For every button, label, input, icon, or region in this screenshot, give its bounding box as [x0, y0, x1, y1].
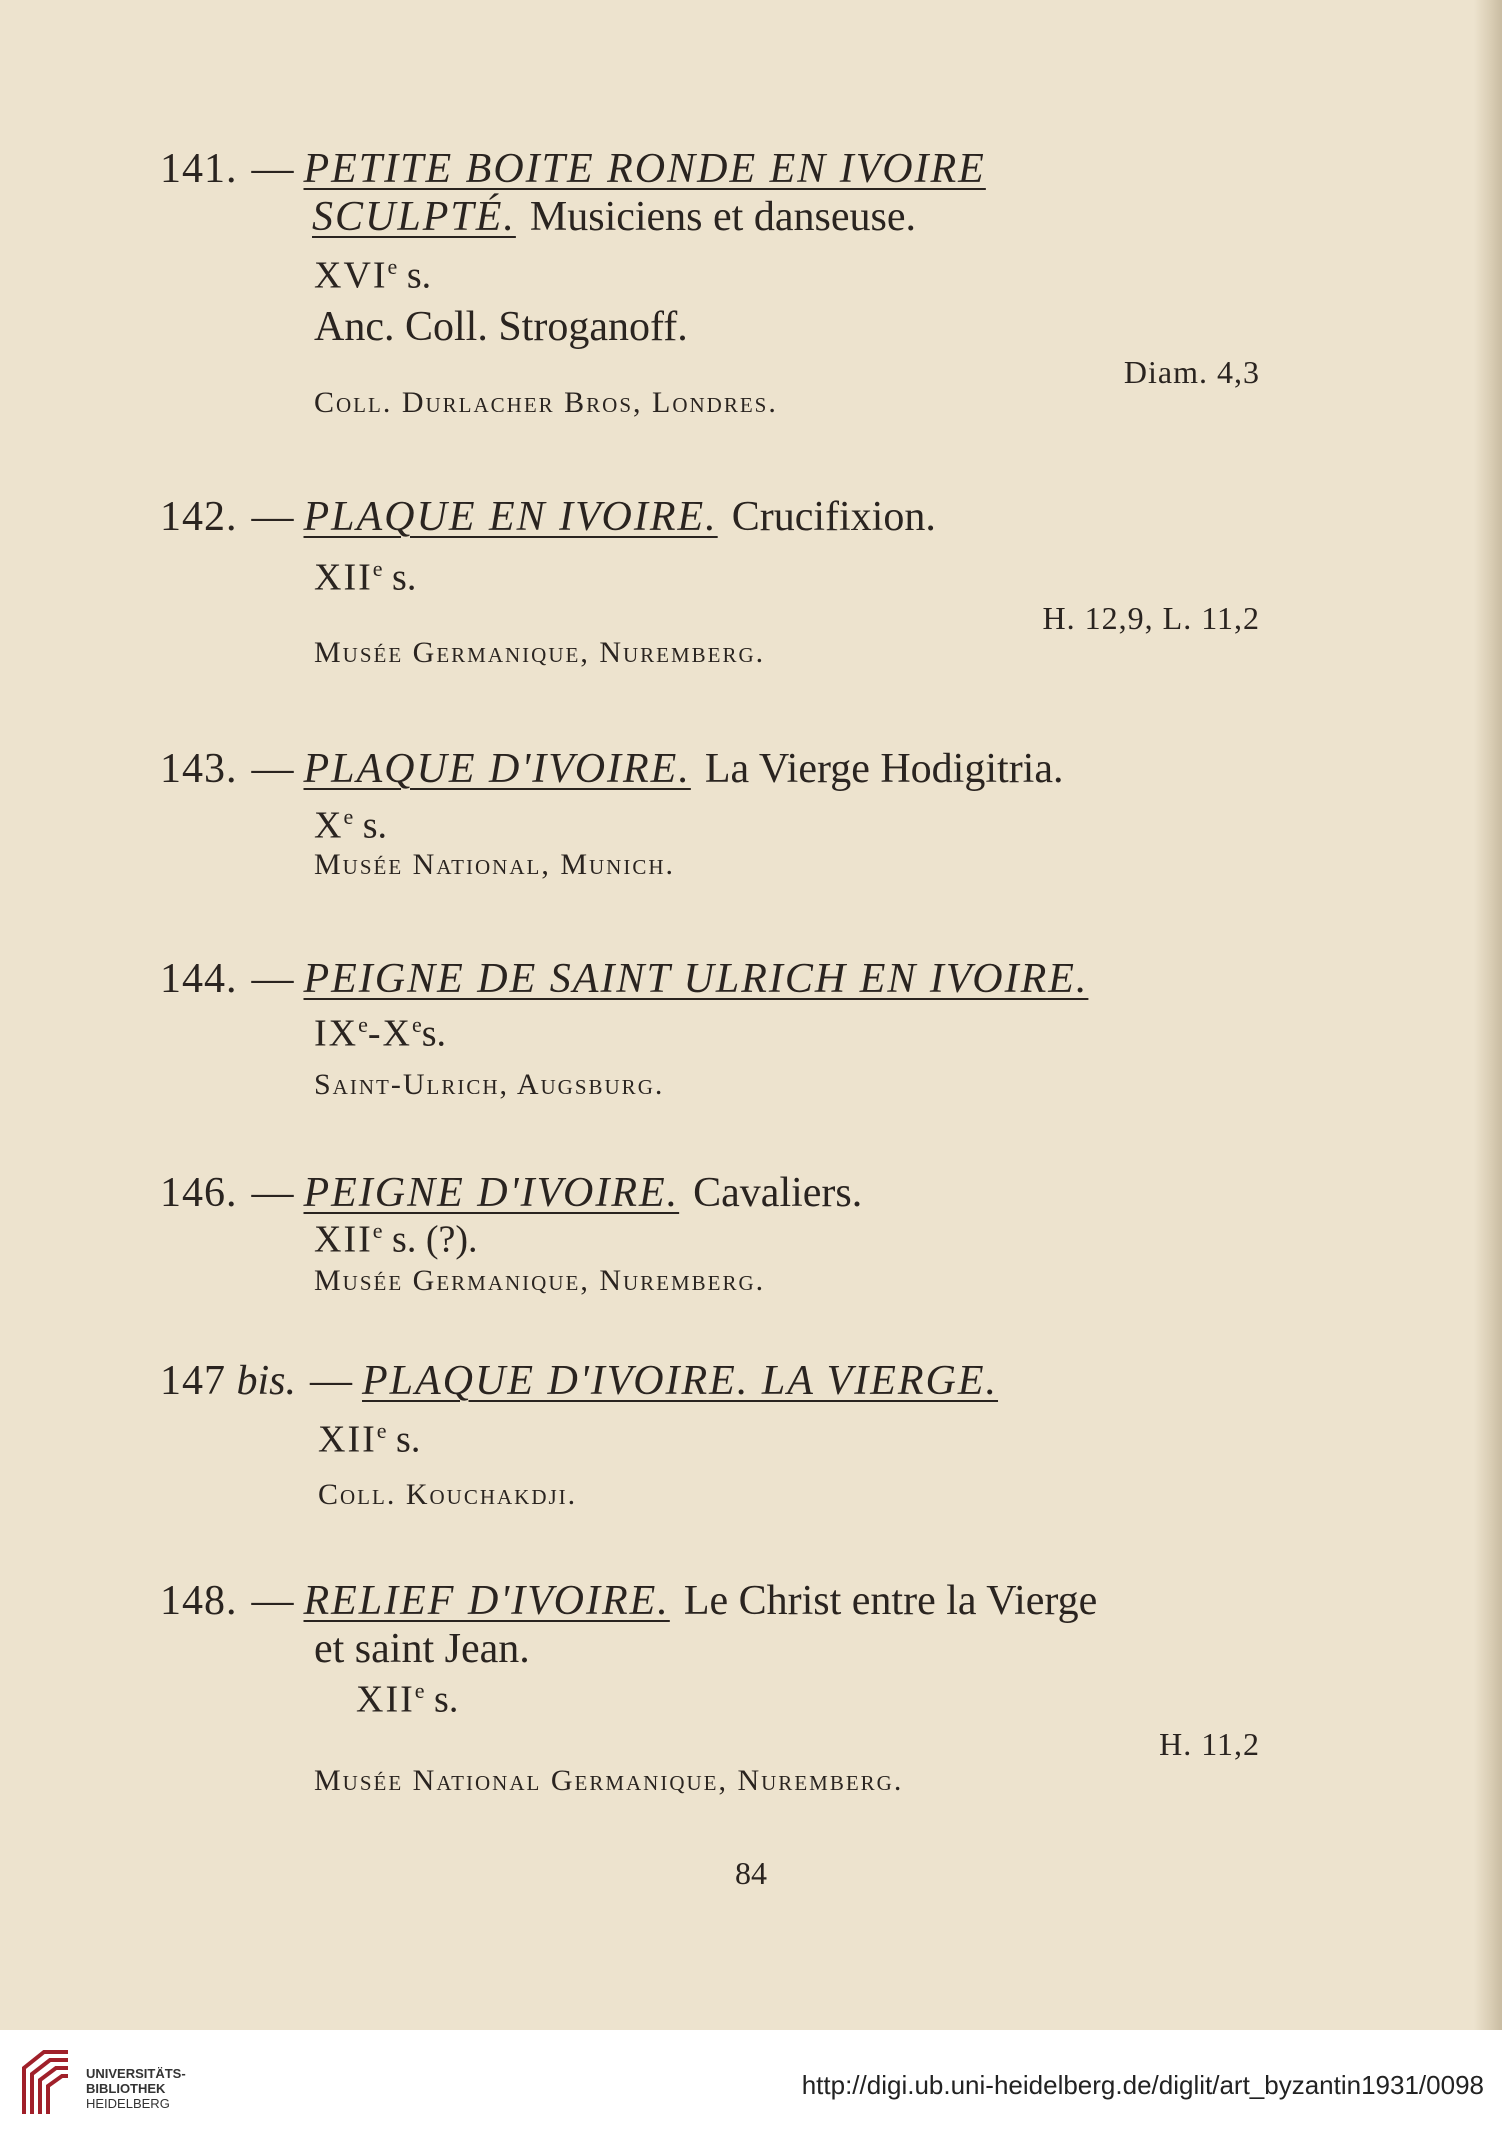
entry-title: PETITE BOITE RONDE EN IVOIRE [303, 146, 986, 192]
catalog-entry-141 [160, 148, 1260, 428]
entry-dimensions: H. 11,2 [1159, 1726, 1260, 1762]
entry-location: Musée National, Munich. [314, 848, 675, 881]
catalog-entry-147-bis [160, 1360, 1260, 1510]
entry-location: Musée Germanique, Nuremberg. [314, 1264, 766, 1297]
entry-location: Musée Germanique, Nuremberg. [314, 636, 766, 669]
entry-century: Xe s. [314, 804, 388, 847]
entry-description: Cavaliers. [693, 1170, 863, 1216]
entry-heading: 143. — PLAQUE D'IVOIRE. La Vierge Hodigitria. [160, 746, 1064, 792]
library-name: UNIVERSITÄTS- BIBLIOTHEK HEIDELBERG [86, 2066, 186, 2111]
entry-description: Musiciens et danseuse. [529, 194, 916, 240]
entry-heading: 142. — PLAQUE EN IVOIRE. Crucifixion. [160, 494, 936, 540]
entry-number: 141. [160, 146, 238, 192]
entry-title: PEIGNE D'IVOIRE. [303, 1170, 680, 1216]
entry-title-cont: SCULPTÉ. [312, 194, 516, 240]
entry-heading: 144. — PEIGNE DE SAINT ULRICH EN IVOIRE. [160, 956, 1089, 1002]
entry-title: RELIEF D'IVOIRE. [303, 1578, 670, 1624]
entry-heading: 148. — RELIEF D'IVOIRE. Le Christ entre la Vierge [160, 1578, 1098, 1624]
entry-dimensions: Diam. 4,3 [1123, 354, 1260, 390]
catalog-entry-144 [160, 956, 1260, 1101]
entry-provenance: Anc. Coll. Stroganoff. [314, 304, 688, 350]
entry-heading [160, 148, 986, 190]
entry-century: XIIe s. [356, 1678, 459, 1721]
entry-description-cont: et saint Jean. [314, 1626, 530, 1672]
entry-title: PEIGNE DE SAINT ULRICH EN IVOIRE. [303, 956, 1089, 1002]
entry-heading-cont [312, 196, 916, 238]
entry-century: XIIe s. [318, 1418, 421, 1461]
entry-location: Saint-Ulrich, Augsburg. [314, 1068, 665, 1101]
entry-title: PLAQUE EN IVOIRE. [303, 494, 718, 540]
entry-century: XVIe s. [314, 254, 432, 297]
permalink-url[interactable]: http://digi.ub.uni-heidelberg.de/diglit/art_byzantin1931/0098 [801, 2070, 1484, 2100]
entry-heading: 146. — PEIGNE D'IVOIRE. Cavaliers. [160, 1170, 863, 1216]
entry-dimensions: H. 12,9, L. 11,2 [1042, 600, 1260, 636]
entry-title: PLAQUE D'IVOIRE. [303, 746, 691, 792]
entry-century: XIIe s. (?). [314, 1218, 478, 1261]
entry-description: La Vierge Hodigitria. [704, 746, 1064, 792]
entry-dash: — [251, 146, 294, 192]
entry-century: IXe-Xes. [314, 1012, 447, 1055]
entry-description: Le Christ entre la Vierge [683, 1578, 1098, 1624]
catalog-entry-146 [160, 1172, 1260, 1302]
viewer-footer [0, 2030, 1502, 2138]
entry-location: Musée National Germanique, Nuremberg. [314, 1764, 904, 1797]
entry-location: Coll. Kouchakdji. [318, 1478, 578, 1511]
library-logo-icon [18, 2044, 76, 2122]
entry-number-suffix: bis. [236, 1358, 297, 1404]
page-number: 84 [735, 1855, 767, 1891]
entry-heading: 147 bis. — PLAQUE D'IVOIRE. LA VIERGE. [160, 1358, 999, 1404]
catalog-entry-143 [160, 748, 1260, 888]
catalog-entry-148 [160, 1580, 1260, 1800]
entry-location: Coll. Durlacher Bros, Londres. [314, 386, 778, 419]
entry-century: XIIe s. [314, 556, 417, 599]
entry-description: Crucifixion. [731, 494, 936, 540]
entry-title: PLAQUE D'IVOIRE. LA VIERGE. [362, 1358, 999, 1404]
catalog-entry-142 [160, 496, 1260, 676]
page-edge-shadow [1474, 0, 1502, 2030]
